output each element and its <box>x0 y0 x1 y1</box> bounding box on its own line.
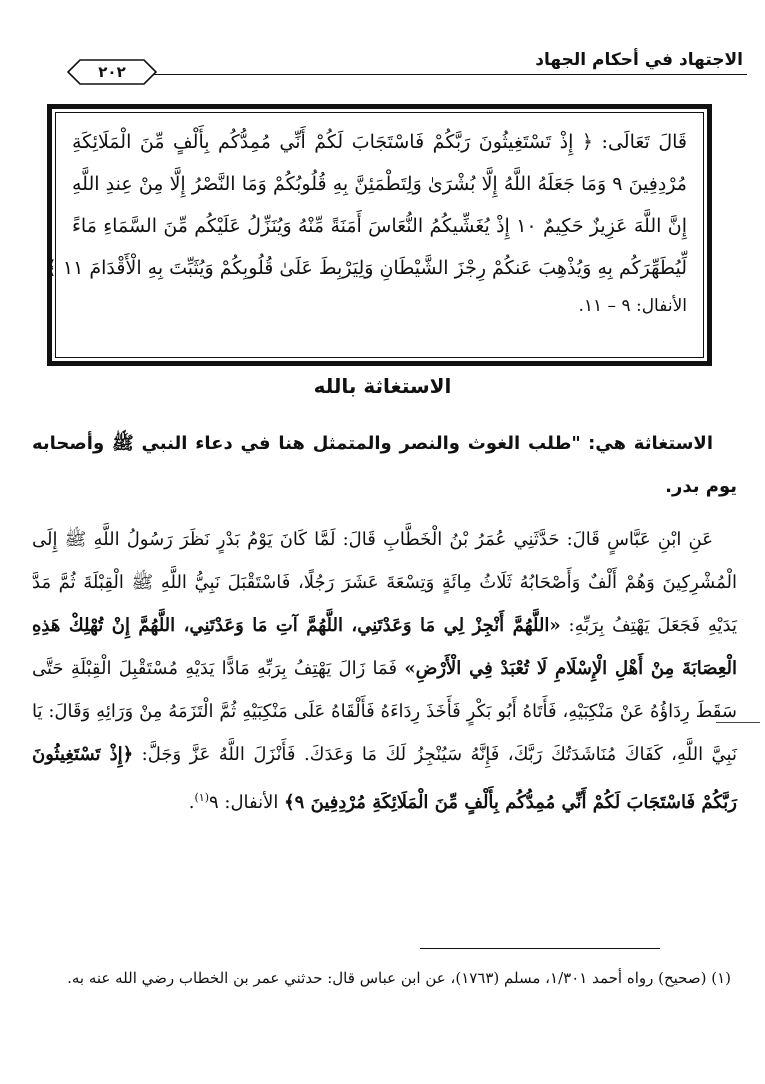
hadith-verse-reference: الأنفال: ٩ <box>208 792 279 813</box>
quran-reference: الأنفال: ٩ – ١١. <box>578 296 687 316</box>
quran-verse-box <box>47 104 712 366</box>
body-text <box>32 422 737 824</box>
quran-line: لِّيُطَهِّرَكُم بِهِ وَيُذْهِبَ عَنكُمْ رِجْزَ الشَّيْطَانِ وَلِيَرْبِطَ عَلَىٰ قُلُوبِكُمْ وَيُثَبِّتَ بِهِ الْأَقْدَامَ ١١ ﴾ <box>45 257 687 279</box>
hadith-prayer: «اللَّهُمَّ أَنْجِزْ لِي مَا وَعَدْتَنِي، اللَّهُمَّ آتِ مَا وَعَدْتَنِي، اللَّهُمَّ إِنْ تُهْلِكْ هَذِهِ الْعِصَابَةَ مِنْ أَهْلِ الْإِسْلَامِ لَا تُعْبَدْ فِي الْأَرْضِ» <box>32 615 737 679</box>
hadith-verse: ﴿إِذْ تَسْتَغِيثُونَ رَبَّكُمْ فَاسْتَجَابَ لَكُمْ أَنِّي مُمِدُّكُم بِأَلْفٍ مِّنَ الْمَلَائِكَةِ مُرْدِفِينَ ٩﴾ <box>32 744 737 813</box>
footnote-marker[interactable]: (١) <box>194 791 209 804</box>
section-title: الاستغاثة بالله <box>313 374 452 398</box>
hadith-paragraph: عَنِ ابْنِ عَبَّاسٍ قَالَ: حَدَّثَنِي عُمَرُ بْنُ الْخَطَّابِ قَالَ: لَمَّا كَانَ يَوْمُ بَدْرٍ نَظَرَ رَسُولُ اللَّهِ ﷺ إِلَى الْمُشْرِكِينَ وَهُمْ أَلْفٌ وَأَصْحَابُهُ ثَلَاثُ مِائَةٍ وَتِسْعَةَ عَشَرَ رَجُلًا، فَاسْتَقْبَلَ نَبِيُّ اللَّهِ ﷺ الْقِبْلَةَ ثُمَّ مَدَّ يَدَيْهِ فَجَعَلَ يَهْتِفُ بِرَبِّهِ: «اللَّهُمَّ أَنْجِزْ لِي مَا وَعَدْتَنِي، اللَّهُمَّ آتِ مَا وَعَدْتَنِي، اللَّهُمَّ إِنْ تُهْلِكْ هَذِهِ الْعِصَابَةَ مِنْ أَهْلِ الْإِسْلَامِ لَا تُعْبَدْ فِي الْأَرْضِ» فَمَا زَالَ يَهْتِفُ بِرَبِّهِ مَادًّا يَدَيْهِ مُسْتَقْبِلَ الْقِبْلَةِ حَتَّى سَقَطَ رِدَاؤُهُ عَنْ مَنْكِبَيْهِ، فَأَتَاهُ أَبُو بَكْرٍ فَأَخَذَ رِدَاءَهُ فَأَلْقَاهُ عَلَى مَنْكِبَيْهِ ثُمَّ الْتَزَمَهُ مِنْ وَرَائِهِ وَقَالَ: يَا نَبِيَّ اللَّهِ، كَفَاكَ مُنَاشَدَتُكَ رَبَّكَ، فَإِنَّهُ سَيُنْجِزُ لَكَ مَا وَعَدَكَ. فَأَنْزَلَ اللَّهُ عَزَّ وَجَلَّ: ﴿إِذْ تَسْتَغِيثُونَ رَبَّكُمْ فَاسْتَجَابَ لَكُمْ أَنِّي مُمِدُّكُم بِأَلْفٍ مِّنَ الْمَلَائِكَةِ مُرْدِفِينَ ٩﴾ الأنفال: ٩$^{(١)}$. <box>32 529 737 813</box>
footnote-rule <box>420 948 660 949</box>
running-title: الاجتهاد في أحكام الجهاد <box>535 50 743 70</box>
page-number-badge <box>66 58 158 86</box>
page-number: ٢٠٢ <box>98 63 126 81</box>
hadith-narration-continued: فَمَا زَالَ يَهْتِفُ بِرَبِّهِ مَادًّا يَدَيْهِ مُسْتَقْبِلَ الْقِبْلَةِ حَتَّى سَقَطَ رِدَاؤُهُ عَنْ مَنْكِبَيْهِ، فَأَتَاهُ أَبُو بَكْرٍ فَأَخَذَ رِدَاءَهُ فَأَلْقَاهُ عَلَى مَنْكِبَيْهِ ثُمَّ الْتَزَمَهُ مِنْ وَرَائِهِ وَقَالَ: يَا نَبِيَّ اللَّهِ، كَفَاكَ مُنَاشَدَتُكَ رَبَّكَ، فَإِنَّهُ سَيُنْجِزُ لَكَ مَا وَعَدَكَ. فَأَنْزَلَ اللَّهُ عَزَّ وَجَلَّ: <box>32 658 737 765</box>
definition-term: الاستغاثة هي: <box>588 433 714 454</box>
hadith-narration: عَنِ ابْنِ عَبَّاسٍ قَالَ: حَدَّثَنِي عُمَرُ بْنُ الْخَطَّابِ قَالَ: لَمَّا كَانَ يَوْمُ بَدْرٍ نَظَرَ رَسُولُ اللَّهِ ﷺ إِلَى الْمُشْرِكِينَ وَهُمْ أَلْفٌ وَأَصْحَابُهُ ثَلَاثُ مِائَةٍ وَتِسْعَةَ عَشَرَ رَجُلًا، فَاسْتَقْبَلَ نَبِيُّ اللَّهِ ﷺ الْقِبْلَةَ ثُمَّ مَدَّ يَدَيْهِ فَجَعَلَ يَهْتِفُ بِرَبِّهِ: <box>32 529 737 636</box>
definition-text: "طلب الغوث والنصر والمتمثل هنا في دعاء النبي ﷺ وأصحابه يوم بدر. <box>32 433 737 497</box>
definition-paragraph <box>32 422 737 508</box>
quran-line: قَالَ تَعَالَى: ﴿ إِذْ تَسْتَغِيثُونَ رَبَّكُمْ فَاسْتَجَابَ لَكُمْ أَنِّي مُمِدُّكُم بِأَلْفٍ مِّنَ الْمَلَائِكَةِ <box>72 131 687 153</box>
quran-line: إِنَّ اللَّهَ عَزِيزٌ حَكِيمٌ ١٠ إِذْ يُغَشِّيكُمُ النُّعَاسَ أَمَنَةً مِّنْهُ وَيُنَزِّلُ عَلَيْكُم مِّنَ السَّمَاءِ مَاءً <box>72 215 687 237</box>
header-rule <box>150 74 747 75</box>
quran-verse-inner <box>45 112 704 358</box>
footnote: (١) (صحيح) رواه أحمد ١/٣٠١، مسلم (١٧٦٣)، عن ابن عباس قال: حدثني عمر بن الخطاب رضي الله عنه به. <box>67 969 731 987</box>
quran-line: مُرْدِفِينَ ٩ وَمَا جَعَلَهُ اللَّهُ إِلَّا بُشْرَىٰ وَلِتَطْمَئِنَّ بِهِ قُلُوبُكُمْ وَمَا النَّصْرُ إِلَّا مِنْ عِندِ اللَّهِ <box>72 173 687 195</box>
margin-mark <box>716 722 760 723</box>
